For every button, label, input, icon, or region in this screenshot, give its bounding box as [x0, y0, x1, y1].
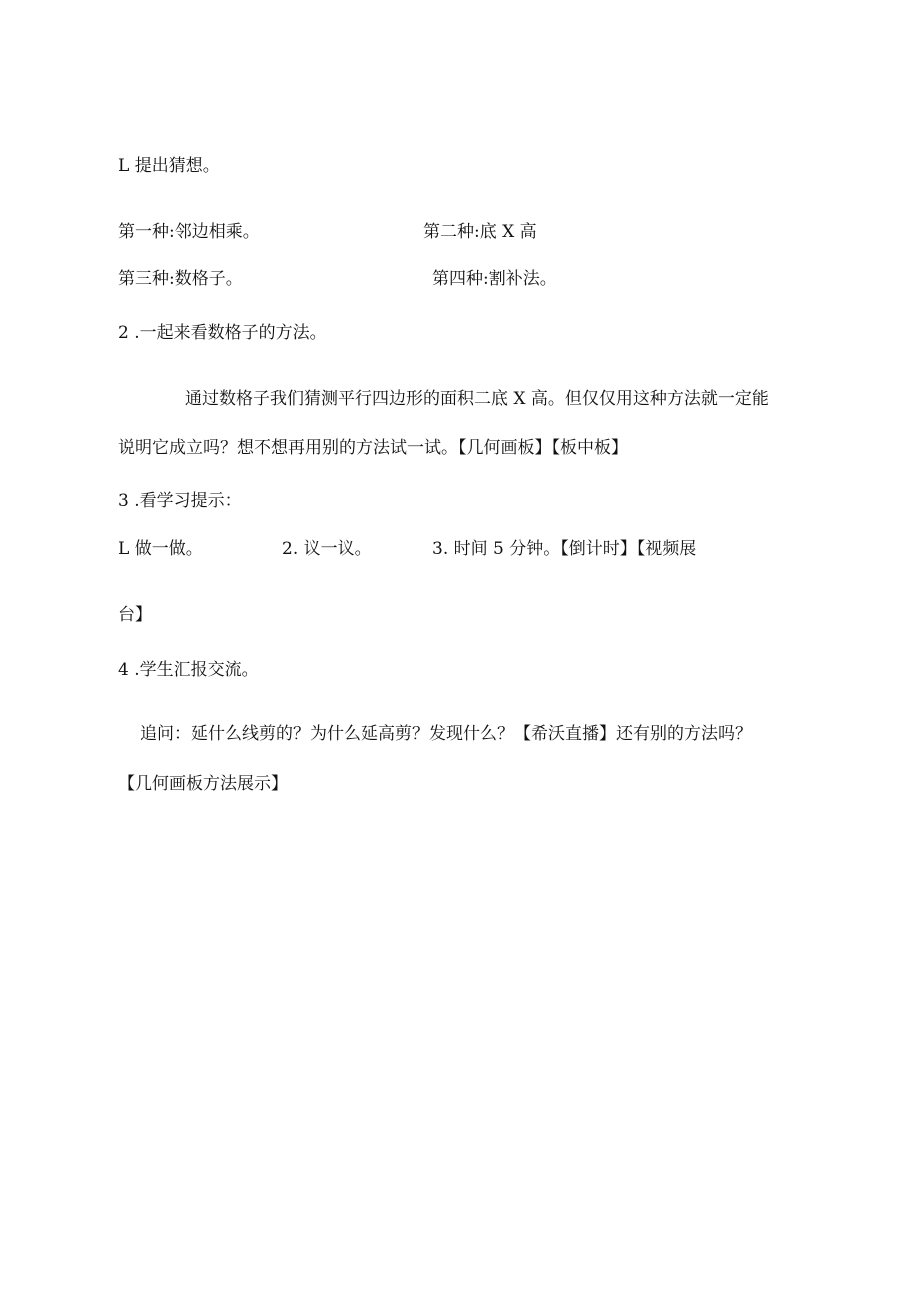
step1-label: L 提出猜想。 — [118, 156, 220, 176]
tip-time: 3. 时间 5 分钟。【倒计时】【视频展 — [432, 539, 697, 559]
step2-label: 2 .一起来看数格子的方法。 — [118, 323, 327, 343]
step2-paragraph-line1: 通过数格子我们猜测平行四边形的面积二底 X 高。但仅仅用这种方法就一定能 — [185, 389, 769, 409]
guess-first: 第一种:邻边相乘。 — [118, 222, 260, 242]
tip-do: L 做一做。 — [118, 539, 203, 559]
guess-second: 第二种:底 X 高 — [423, 222, 537, 242]
tip-discuss: 2. 议一议。 — [282, 539, 372, 559]
question-line2: 【几何画板方法展示】 — [118, 774, 288, 794]
question-line1: 追问：延什么线剪的？为什么延高剪？发现什么？【希沃直播】还有别的方法吗？ — [140, 724, 752, 744]
guess-third: 第三种:数格子。 — [118, 269, 243, 289]
guess-fourth: 第四种:割补法。 — [432, 269, 557, 289]
step4-label: 4 .学生汇报交流。 — [118, 660, 259, 680]
step3-label: 3 .看学习提示： — [118, 491, 242, 511]
step2-paragraph-line2: 说明它成立吗？想不想再用别的方法试一试。【几何画板】【板中板】 — [118, 438, 628, 458]
tip-time-continued: 台】 — [118, 605, 152, 625]
